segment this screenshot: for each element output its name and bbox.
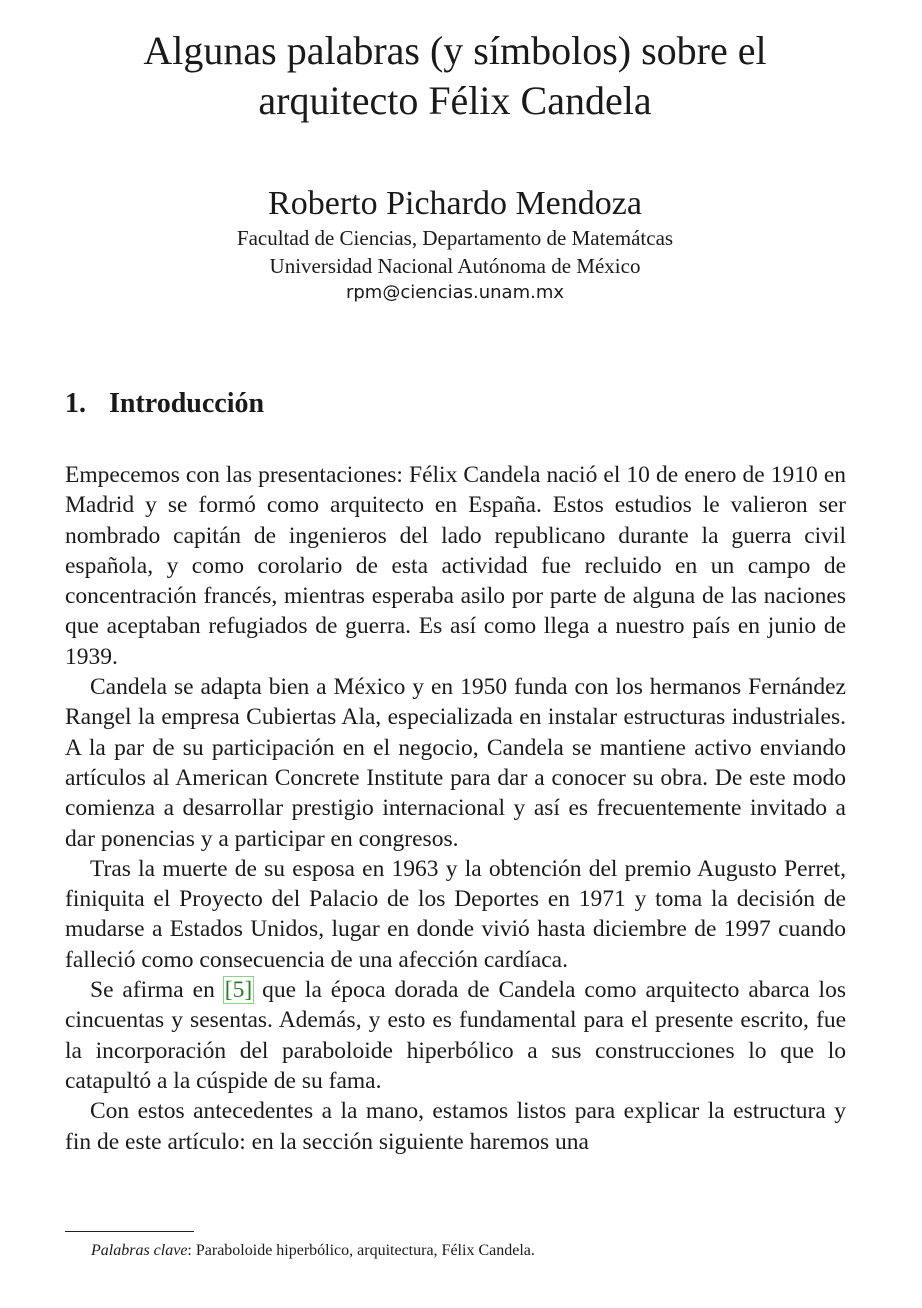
section-heading xyxy=(65,386,264,422)
paragraph-4 xyxy=(65,975,846,1096)
author-name: Roberto Pichardo Mendoza xyxy=(268,185,642,222)
section-title: Introducción xyxy=(109,388,265,419)
paragraph-3: Tras la muerte de su esposa en 1963 y la obtención del premio Augusto Perret, finiquita el Proyecto del Palacio de los Deportes en 1971 y toma la decisión de mudarse a Estados Unidos, lugar en donde vivió hasta diciembre de 1997 cuando falleció como consecuencia de una afección cardíaca. xyxy=(65,855,846,973)
paragraph-4-text-start: Se afirma en xyxy=(90,977,224,1004)
paper-title xyxy=(40,26,870,126)
affiliation-line-2: Universidad Nacional Autónoma de México xyxy=(269,254,641,278)
citation-link[interactable]: [5] xyxy=(224,977,253,1004)
footnote xyxy=(91,1240,535,1262)
paragraph-4-text-end: que la época dorada de Candela como arquitecto abarca los cincuentas y sesentas. Además, y esto es fundamental para el presente escrito, fue la incorporación del paraboloide hiperbólico a sus construcciones lo que lo catapultó a la cúspide de su fama. xyxy=(65,977,846,1094)
title-line-1: Algunas palabras (y símbolos) sobre el xyxy=(143,28,767,73)
paragraph-2: Candela se adapta bien a México y en 1950 funda con los hermanos Fernández Rangel la empresa Cubiertas Ala, especializada en instalar estructuras industriales. A la par de su participación en el negocio, Candela se mantiene activo enviando artículos al American Concrete Institute para dar a conocer su obra. De este modo comienza a desarrollar prestigio internacional y así es frecuentemente invitado a dar ponencias y a participar en congresos. xyxy=(65,674,846,852)
section-number: 1. xyxy=(65,388,86,419)
affiliation-line-1: Facultad de Ciencias, Departamento de Matemátcas xyxy=(236,226,674,250)
author-affiliation xyxy=(40,224,870,280)
title-line-2: arquitecto Félix Candela xyxy=(258,78,652,123)
body-text xyxy=(65,460,846,1157)
author-email: rpm@ciencias.unam.mx xyxy=(345,282,565,303)
footnote-rule xyxy=(65,1231,194,1232)
paragraph-1: Empecemos con las presentaciones: Félix Candela nació el 10 de enero de 1910 en Madrid y se formó como arquitecto en España. Estos estudios le valieron ser nombrado capitán de ingenieros del lado republicano durante la guerra civil española, y como corolario de esta actividad fue recluido en un campo de concentración francés, mientras esperaba asilo por parte de alguna de las naciones que aceptaban refugiados de guerra. Es así como llega a nuestro país en junio de 1939. xyxy=(65,462,846,670)
footnote-label: Palabras clave xyxy=(91,1242,188,1259)
footnote-text: : Paraboloide hiperbólico, arquitectura, Félix Candela. xyxy=(187,1242,535,1259)
paragraph-5: Con estos antecedentes a la mano, estamos listos para explicar la estructura y fin de este artículo: en la sección siguiente haremos una xyxy=(65,1098,846,1155)
